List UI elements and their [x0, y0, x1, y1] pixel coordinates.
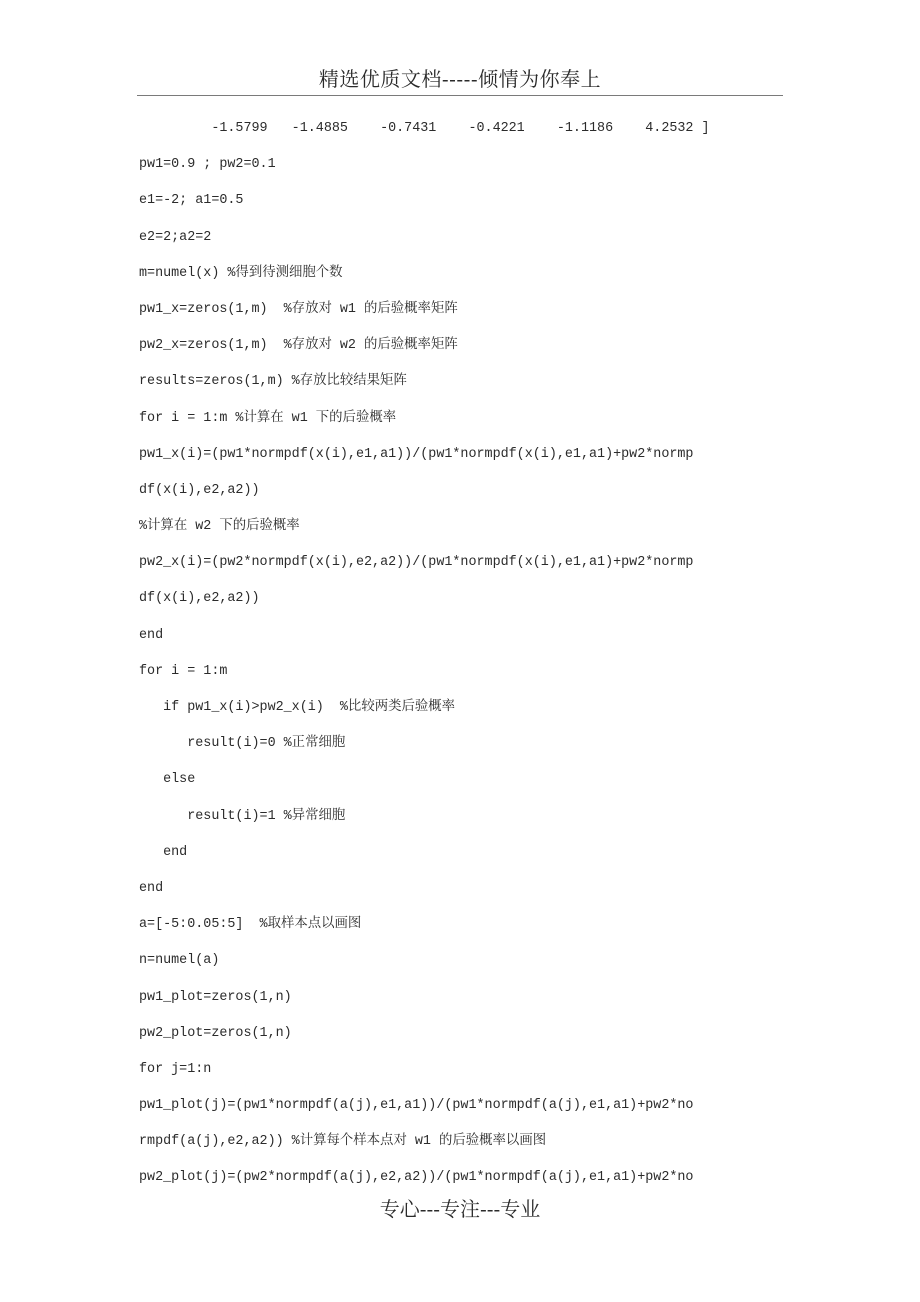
code-line: e2=2;a2=2	[139, 229, 212, 245]
code-line: pw2_plot(j)=(pw2*normpdf(a(j),e2,a2))/(pw1*normpdf(a(j),e1,a1)+pw2*no	[139, 1170, 694, 1186]
code-line: result(i)=1 %异常细胞	[139, 808, 346, 824]
code-line: pw2_plot=zeros(1,n)	[139, 1025, 292, 1041]
code-line: results=zeros(1,m) %存放比较结果矩阵	[139, 374, 407, 390]
code-line: pw1_x=zeros(1,m) %存放对 w1 的后验概率矩阵	[139, 301, 458, 317]
code-line: n=numel(a)	[139, 953, 220, 969]
code-line: pw1_x(i)=(pw1*normpdf(x(i),e1,a1))/(pw1*normpdf(x(i),e1,a1)+pw2*normp	[139, 446, 694, 462]
code-line: df(x(i),e2,a2))	[139, 591, 260, 607]
code-line: for i = 1:m	[139, 663, 228, 679]
code-line: pw2_x=zeros(1,m) %存放对 w2 的后验概率矩阵	[139, 338, 458, 354]
page-header: 精选优质文档-----倾情为你奉上	[318, 67, 602, 91]
code-line: pw1=0.9 ; pw2=0.1	[139, 157, 276, 173]
code-line: end	[139, 880, 164, 896]
code-line: for i = 1:m %计算在 w1 下的后验概率	[139, 410, 397, 426]
code-line: df(x(i),e2,a2))	[139, 482, 260, 498]
code-line: rmpdf(a(j),e2,a2)) %计算每个样本点对 w1 的后验概率以画图	[139, 1134, 547, 1150]
code-line: for j=1:n	[139, 1061, 212, 1077]
code-line: a=[-5:0.05:5] %取样本点以画图	[139, 917, 362, 933]
code-line: m=numel(x) %得到待测细胞个数	[139, 265, 343, 281]
code-line: end	[139, 627, 164, 643]
code-line: %计算在 w2 下的后验概率	[139, 519, 300, 535]
code-line: end	[139, 844, 188, 860]
page-footer: 专心---专注---专业	[379, 1197, 541, 1221]
code-line: if pw1_x(i)>pw2_x(i) %比较两类后验概率	[139, 700, 456, 715]
code-block	[139, 116, 799, 1202]
code-line: pw1_plot=zeros(1,n)	[139, 989, 292, 1005]
code-line: e1=-2; a1=0.5	[139, 193, 244, 209]
code-line: else	[139, 772, 196, 788]
code-line: result(i)=0 %正常细胞	[139, 736, 346, 752]
code-line: pw1_plot(j)=(pw1*normpdf(a(j),e1,a1))/(pw1*normpdf(a(j),e1,a1)+pw2*no	[139, 1098, 694, 1114]
header-divider	[137, 95, 783, 96]
code-line: pw2_x(i)=(pw2*normpdf(x(i),e2,a2))/(pw1*normpdf(x(i),e1,a1)+pw2*normp	[139, 555, 694, 571]
code-line: -1.5799 -1.4885 -0.7431 -0.4221 -1.1186 4.2532 ]	[139, 121, 710, 136]
